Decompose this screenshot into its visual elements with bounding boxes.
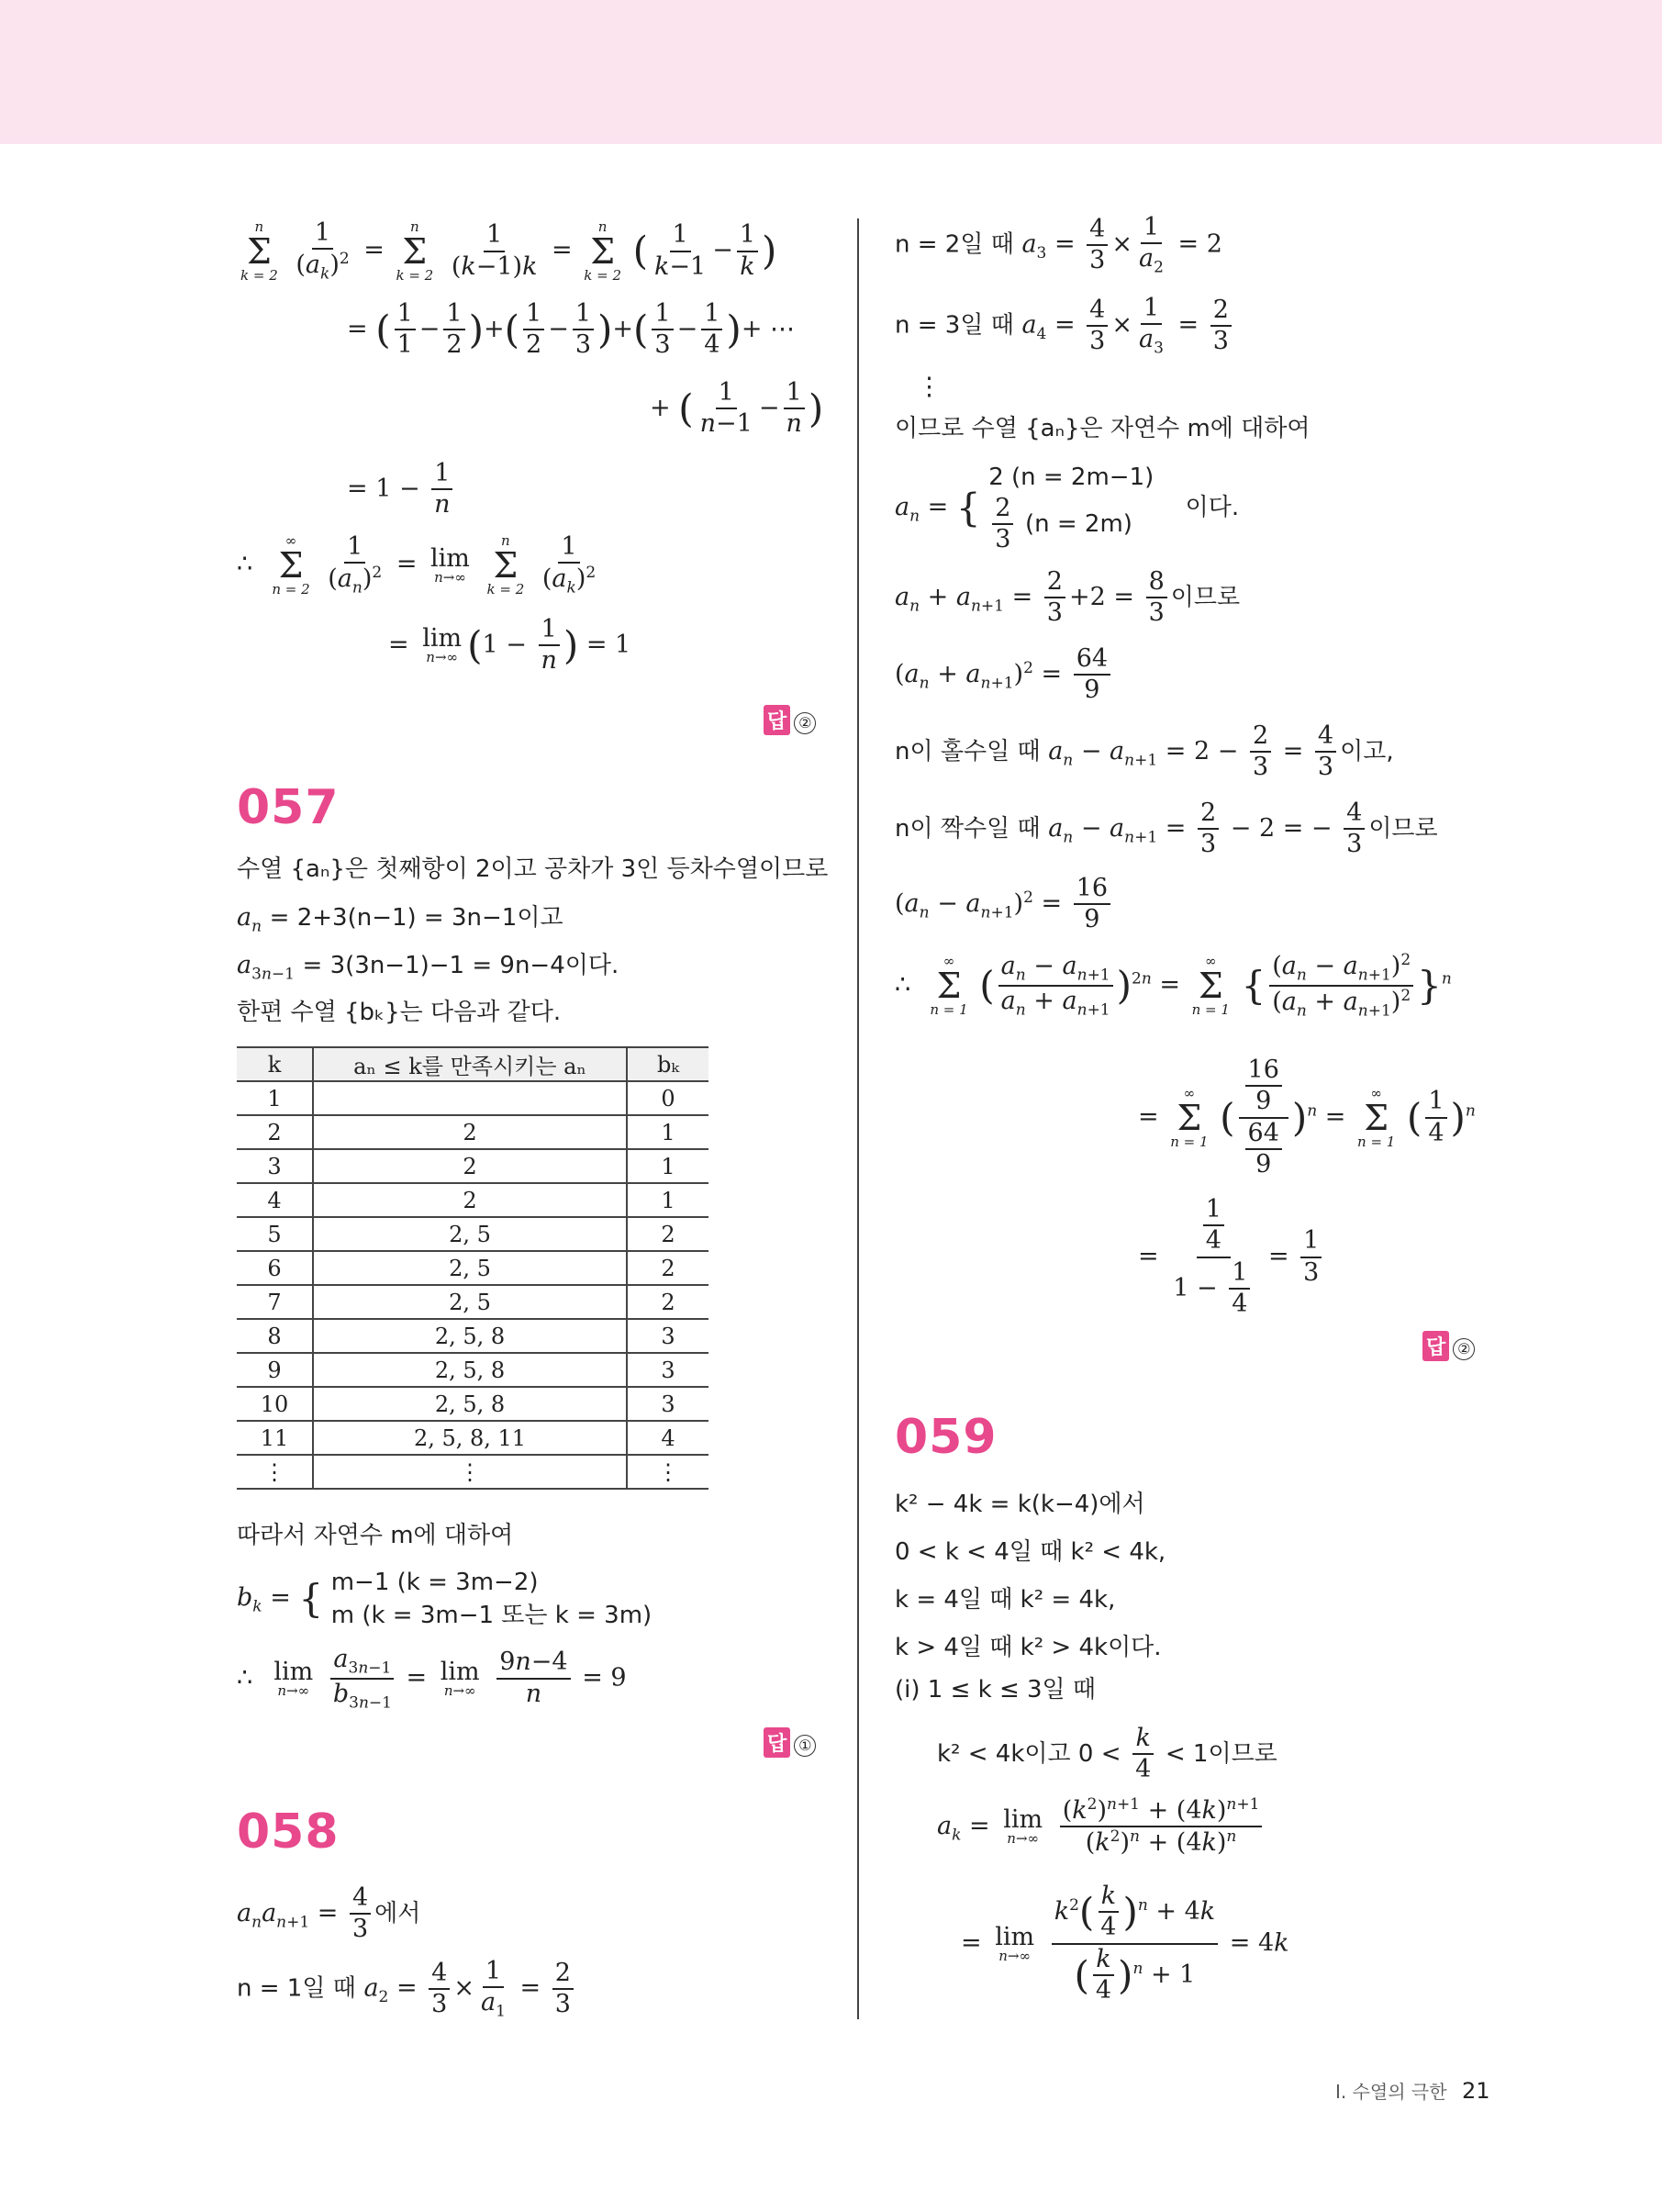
eq-r-1: n = 2일 때 $a_3$ = $\frac{4}{3}$ × $\frac{1}{a_2}$ = 2: [895, 213, 1222, 277]
table-cell: 3: [237, 1149, 313, 1183]
text-057-5: 따라서 자연수 m에 대하여: [237, 1522, 514, 1549]
eq-057-an: $a_n = 2+3(n-1) = 3n-1$이고: [237, 903, 563, 936]
text-059-4: k > 4일 때 k² > 4k이다.: [895, 1634, 1162, 1661]
table-cell: 3: [627, 1353, 708, 1387]
sum-eq-1: n Σ k = 2 $\frac{1}{(a_k)^2}$ = n Σ k = 2 $\frac{1}{(k-1)k}$ = n Σ k = 2 ( $\frac{1}{k-1}$ − $\frac{1}{k}$ ): [240, 218, 777, 284]
table-cell: 2, 5: [313, 1217, 627, 1251]
table-header-row: [237, 1047, 708, 1081]
table-cell: 2: [313, 1183, 627, 1217]
table-cell: 11: [237, 1421, 313, 1455]
eq-r-2: n = 3일 때 $a_4$ = $\frac{4}{3}$ × $\frac{1}{a_3}$ = $\frac{2}{3}$: [895, 294, 1235, 358]
sum-eq-5: ∴ ∞ Σ n = 2 $\frac{1}{(a_n)^2}$ = lim n→∞ n Σ k = 2 $\frac{1}{(a_k)^2}$: [237, 531, 597, 598]
table-cell: 5: [237, 1217, 313, 1251]
table-cell: 4: [627, 1421, 708, 1455]
table-cell: 2: [627, 1217, 708, 1251]
text-057-4: 한편 수열 {bₖ}는 다음과 같다.: [237, 999, 562, 1026]
eq-r-series-1: ∴ ∞ Σ n = 1 ( $\frac{a_n - a_{n+1}}{a_n + a_{n+1}}$ )$^{2n}$ = ∞ Σ n = 1 { $\frac{(a_n - a_{n+1})^2}{(a_n + a_{n+1})^2}$ }$^n$: [895, 951, 1452, 1021]
eq-r-diffsq: $(a_n - a_{n+1})^2$ = $\frac{16}{9}$: [895, 874, 1114, 935]
table-cell: ⋮: [237, 1455, 313, 1489]
table-row: [237, 1387, 708, 1421]
answer-badge: 답: [764, 705, 790, 735]
text-059-3: k = 4일 때 k² = 4k,: [895, 1586, 1116, 1614]
table-cell: 2, 5, 8: [313, 1387, 627, 1421]
text-r-even: n이 짝수일 때: [895, 814, 1041, 843]
eq-059-6: k² < 4k이고 0 < $\frac{k}{4}$ < 1이므로: [937, 1724, 1277, 1784]
text-r-odd-end: 이고,: [1340, 737, 1394, 765]
table-cell: 2: [237, 1115, 313, 1149]
table-cell: 3: [627, 1319, 708, 1353]
text-r-case-end: 이다.: [1185, 493, 1240, 521]
problem-number-058: 058: [237, 1804, 340, 1860]
table-cell: ⋮: [313, 1455, 627, 1489]
table-row: [237, 1421, 708, 1455]
sum-eq-4: = 1 − $\frac{1}{n}$: [347, 459, 457, 520]
table-cell: 2, 5, 8: [313, 1319, 627, 1353]
text-059-2: 0 < k < 4일 때 k² < 4k,: [895, 1538, 1166, 1566]
table-cell: 6: [237, 1251, 313, 1285]
answer-choice: ②: [1453, 1338, 1475, 1360]
sum-eq-2: = ( $\frac{1}{1}$ − $\frac{1}{2}$ )+( $\frac{1}{2}$ − $\frac{1}{3}$ )+( $\frac{1}{3}$ − $\frac{1}{4}$ )+ ⋯: [347, 299, 796, 360]
table-cell: 9: [237, 1353, 313, 1387]
table-row: [237, 1115, 708, 1149]
table-cell: 1: [627, 1149, 708, 1183]
bk-case-1: m−1 (k = 3m−2): [330, 1569, 539, 1596]
table-row: [237, 1285, 708, 1319]
table-header: bₖ: [627, 1047, 708, 1081]
text-r-3: 이므로 수열 {aₙ}은 자연수 m에 대하여: [895, 415, 1311, 442]
bk-table: [237, 1046, 708, 1490]
answer-badge: 답: [1422, 1331, 1449, 1361]
table-cell: 4: [237, 1183, 313, 1217]
eq-057-limit: ∴ lim n→∞ $\frac{a_{3n-1}}{b_{3n-1}}$ = lim n→∞ $\frac{9n-4}{n}$ = 9: [237, 1645, 627, 1713]
text-059-1: k² − 4k = k(k−4)에서: [895, 1491, 1145, 1518]
table-cell: 8: [237, 1319, 313, 1353]
table-cell: 2, 5, 8, 11: [313, 1421, 627, 1455]
text-r-sum-end: 이므로: [1170, 583, 1241, 611]
table-cell: 2, 5: [313, 1251, 627, 1285]
table-cell: 2: [313, 1115, 627, 1149]
text-059-6a: k² < 4k이고 0 <: [937, 1739, 1121, 1768]
table-cell: 1: [627, 1183, 708, 1217]
table-cell: 1: [627, 1115, 708, 1149]
answer-056: [764, 705, 816, 735]
answer-057: [764, 1727, 816, 1758]
answer-badge: 답: [764, 1727, 790, 1758]
eq-059-ak: $a_k$ = lim n→∞ $\frac{(k^2)^{n+1} + (4k)^{n+1}}{(k^2)^n + (4k)^n}$: [937, 1795, 1266, 1859]
eq-r-sum: $a_n + a_{n+1}$ = $\frac{2}{3}$ +2 = $\frac{8}{3}$ 이므로: [895, 567, 1241, 628]
table-row: [237, 1455, 708, 1489]
eq-058-2: n = 1일 때 $a_2$ = $\frac{4}{3}$ × $\frac{1}{a_1}$ = $\frac{2}{3}$: [237, 1957, 577, 2021]
table-cell: [313, 1081, 627, 1115]
eq-r-series-2: = ∞ Σ n = 1 ( $\frac{\frac{16}{9}}{\frac{64}{9}}$ )$^n$ = ∞ Σ n = 1 ( $\frac{1}{4}$ )$^n$: [1138, 1056, 1476, 1179]
answer-choice: ①: [794, 1735, 816, 1757]
table-row: [237, 1081, 708, 1115]
eq-057-bk: $b_k$ = { m−1 (k = 3m−2) m (k = 3m−1 또는 k = 3m): [237, 1569, 653, 1629]
table-row: [237, 1183, 708, 1217]
eq-r-sumsq: $(a_n + a_{n+1})^2$ = $\frac{64}{9}$: [895, 644, 1114, 706]
text-r-odd: n이 홀수일 때: [895, 737, 1041, 765]
page-footer: [1335, 2077, 1489, 2104]
column-divider: [857, 218, 859, 2019]
answer-choice: ②: [794, 712, 816, 734]
table-cell: 2, 5, 8: [313, 1353, 627, 1387]
page-number: 21: [1461, 2078, 1490, 2104]
problem-number-059: 059: [895, 1410, 998, 1465]
table-row: [237, 1353, 708, 1387]
table-cell: 7: [237, 1285, 313, 1319]
eq-058-1: $a_na_{n+1}$ = $\frac{4}{3}$ 에서: [237, 1883, 421, 1944]
table-row: [237, 1319, 708, 1353]
table-header: k: [237, 1047, 313, 1081]
table-row: [237, 1251, 708, 1285]
text-058-1: 에서: [374, 1899, 421, 1927]
table-row: [237, 1149, 708, 1183]
chapter-label: Ⅰ. 수열의 극한: [1335, 2081, 1447, 2103]
an-case-1: 2 (n = 2m−1): [988, 464, 1154, 491]
table-cell: ⋮: [627, 1455, 708, 1489]
table-header: aₙ ≤ k를 만족시키는 aₙ: [313, 1047, 627, 1081]
text-059-5: (ⅰ) 1 ≤ k ≤ 3일 때: [895, 1676, 1097, 1704]
eq-r-odd: n이 홀수일 때 $a_n - a_{n+1} = 2$ − $\frac{2}{3}$ = $\frac{4}{3}$ 이고,: [895, 721, 1394, 782]
text-r-2: n = 3일 때: [895, 311, 1014, 340]
text-057-1: 수열 {aₙ}은 첫째항이 2이고 공차가 3인 등차수열이므로: [237, 855, 829, 883]
dots: ⋮: [917, 373, 942, 401]
sum-eq-3: + ( $\frac{1}{n-1}$ − $\frac{1}{n}$ ): [650, 378, 824, 439]
problem-number-057: 057: [237, 780, 340, 835]
an-case-2: (n = 2m): [1024, 509, 1132, 538]
eq-r-even: n이 짝수일 때 $a_n - a_{n+1}$ = $\frac{2}{3}$ − 2 = − $\frac{4}{3}$ 이므로: [895, 799, 1438, 859]
table-cell: 0: [627, 1081, 708, 1115]
table-cell: 2: [313, 1149, 627, 1183]
sum-eq-6: = lim n→∞ (1 − $\frac{1}{n}$ ) = 1: [388, 615, 631, 676]
eq-r-series-3: = $\frac{1}{4}$ 1 − $\frac{1}{4}$ = $\frac{1}{3}$: [1138, 1195, 1325, 1320]
table-row: [237, 1217, 708, 1251]
table-cell: 3: [627, 1387, 708, 1421]
table-cell: 2, 5: [313, 1285, 627, 1319]
text-r-1: n = 2일 때: [895, 230, 1014, 259]
text-r-even-end: 이므로: [1368, 814, 1438, 843]
table-cell: 10: [237, 1387, 313, 1421]
text-057-3: = 3(3n−1)−1 = 9n−4이다.: [302, 952, 619, 979]
table-cell: 2: [627, 1285, 708, 1319]
eq-057-a3n: $a_{3n-1} = 3(3n-1)-1 = 9n-4$이다.: [237, 951, 619, 984]
table-cell: 1: [237, 1081, 313, 1115]
header-band: [0, 0, 1662, 144]
answer-058: [1422, 1331, 1475, 1361]
table-cell: 2: [627, 1251, 708, 1285]
text-057-2: = 2+3(n−1) = 3n−1이고: [269, 904, 563, 932]
text-n1: n = 1일 때: [237, 1974, 356, 2003]
eq-059-ak-2: = lim n→∞ $k^2$( $\frac{k}{4}$ )$^n$ + 4k ( $\frac{k}{4}$ )$^n$ + 1 = 4k: [961, 1882, 1289, 2005]
bk-case-2: m (k = 3m−1 또는 k = 3m): [330, 1601, 653, 1629]
eq-r-cases: $a_n$ = { 2 (n = 2m−1) $\frac{2}{3}$ (n = 2m) 이다.: [895, 464, 1240, 554]
text-059-6b: < 1이므로: [1165, 1739, 1277, 1768]
